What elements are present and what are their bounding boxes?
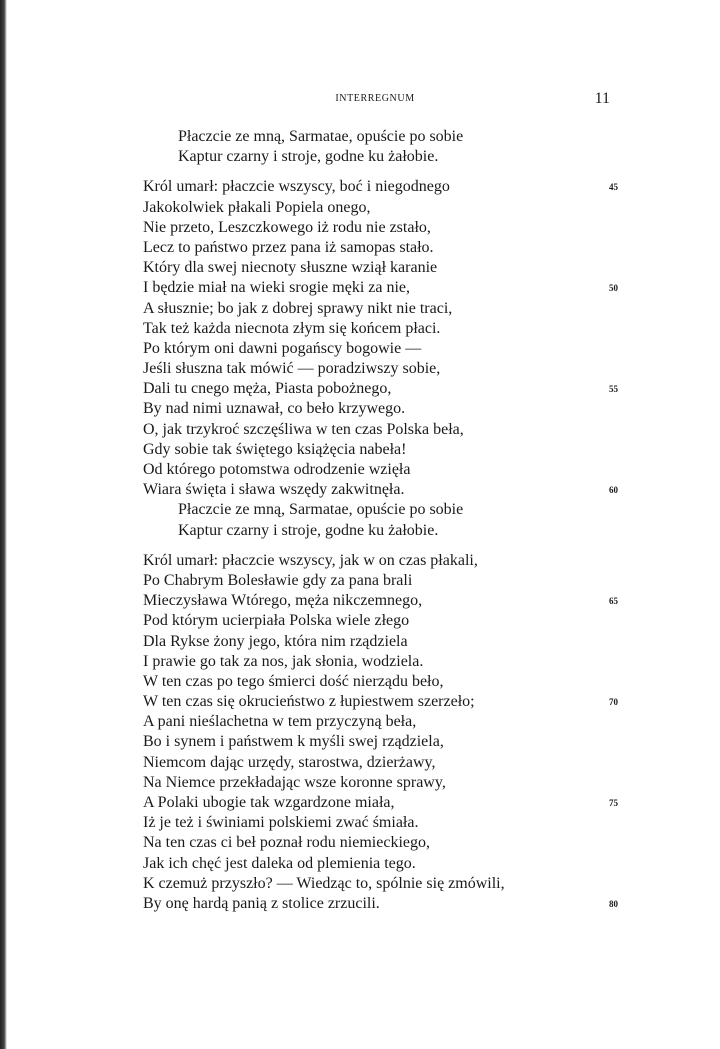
verse-text: Płaczcie ze mną, Sarmatae, opuście po sobie xyxy=(178,501,464,519)
verse-line xyxy=(143,238,618,258)
verse-line xyxy=(143,521,618,541)
poem-text xyxy=(143,127,618,914)
verse-line xyxy=(143,500,618,520)
verse-line xyxy=(143,480,618,500)
verse-line xyxy=(143,571,618,591)
verse-line xyxy=(143,773,618,793)
verse-line xyxy=(143,258,618,278)
verse-line xyxy=(143,147,618,167)
line-number: 75 xyxy=(609,798,618,808)
verse-line xyxy=(143,652,618,672)
verse-text: Jak ich chęć jest daleka od plemienia tego. xyxy=(143,854,416,872)
verse-line xyxy=(143,299,618,319)
verse-text: Dla Rykse żony jego, która nim rządziela xyxy=(143,632,408,650)
verse-line xyxy=(143,218,618,238)
verse-line xyxy=(143,732,618,752)
verse-text: Na ten czas ci beł poznał rodu niemieckiego, xyxy=(143,834,430,852)
verse-line xyxy=(143,359,618,379)
verse-line xyxy=(143,379,618,399)
verse-line xyxy=(143,894,618,914)
verse-line xyxy=(143,319,618,339)
verse-line xyxy=(143,278,618,298)
verse-line xyxy=(143,591,618,611)
verse-text: Który dla swej niecnoty słuszne wziął karanie xyxy=(143,259,438,277)
verse-line xyxy=(143,854,618,874)
verse-text: Król umarł: płaczcie wszyscy, jak w on czas płakali, xyxy=(143,551,478,569)
stanza xyxy=(143,127,618,167)
stanza xyxy=(143,551,618,914)
verse-line xyxy=(143,198,618,218)
verse-text: Wiara święta i sława wszędy zakwitnęła. xyxy=(143,481,405,499)
verse-text: K czemuż przyszło? — Wiedząc to, spólnie się zmówili, xyxy=(143,874,505,892)
line-number: 45 xyxy=(609,182,618,193)
verse-line xyxy=(143,551,618,571)
verse-line xyxy=(143,632,618,652)
verse-line xyxy=(143,874,618,894)
verse-line xyxy=(143,753,618,773)
line-number: 65 xyxy=(609,596,618,607)
verse-line xyxy=(143,440,618,460)
verse-text: A Polaki ubogie tak wzgardzone miała, xyxy=(143,794,395,811)
verse-text: Gdy sobie tak świętego książęcia nabeła! xyxy=(143,440,407,458)
verse-line xyxy=(143,420,618,440)
verse-text: I prawie go tak za nos, jak słonia, wodziela. xyxy=(143,652,424,670)
verse-text: Kaptur czarny i stroje, godne ku żałobie. xyxy=(178,148,439,166)
verse-text: A pani nieślachetna w tem przyczyną beła, xyxy=(143,713,417,731)
verse-text: Nie przeto, Leszczkowego iż rodu nie zstało, xyxy=(143,218,431,236)
verse-text: W ten czas się okrucieństwo z łupiestwem szerzeło; xyxy=(143,693,475,711)
verse-line xyxy=(143,793,618,813)
verse-text: Po którym oni dawni pogańscy bogowie — xyxy=(143,339,422,357)
verse-text: Bo i synem i państwem k myśli swej rządziela, xyxy=(143,733,444,751)
verse-line xyxy=(143,460,618,480)
line-number: 80 xyxy=(609,898,618,909)
verse-text: Lecz to państwo przez pana iż samopas stało. xyxy=(143,238,434,256)
verse-line xyxy=(143,127,618,147)
line-number: 55 xyxy=(609,384,618,395)
verse-text: Od którego potomstwa odrodzenie wzięła xyxy=(143,461,411,478)
verse-text: Po Chabrym Bolesławie gdy za pana brali xyxy=(143,571,413,589)
verse-text: Na Niemce przekładając wsze koronne sprawy, xyxy=(143,773,446,791)
verse-line xyxy=(143,672,618,692)
page-number: 11 xyxy=(594,90,610,107)
verse-line xyxy=(143,399,618,419)
verse-text: By onę hardą panią z stolice zrzucili. xyxy=(143,894,380,912)
running-head xyxy=(140,90,610,110)
verse-line xyxy=(143,611,618,631)
verse-text: Iż je też i świniami polskiemi zwać śmiała. xyxy=(143,814,419,832)
line-number: 60 xyxy=(609,485,618,496)
verse-text: A słusznie; bo jak z dobrej sprawy nikt nie traci, xyxy=(143,299,453,317)
verse-text: Pod którym ucierpiała Polska wiele złego xyxy=(143,612,410,630)
verse-text: Płaczcie ze mną, Sarmatae, opuście po sobie xyxy=(178,128,464,145)
verse-text: Niemcom dając urzędy, starostwa, dzierżawy, xyxy=(143,753,436,771)
verse-line xyxy=(143,339,618,359)
verse-text: Tak też każda niecnota złym się końcem płaci. xyxy=(143,319,441,337)
verse-text: I będzie miał na wieki srogie męki za nie, xyxy=(143,279,411,297)
verse-text: O, jak trzykroć szczęśliwa w ten czas Polska beła, xyxy=(143,420,464,438)
verse-text: Mieczysława Wtórego, męża nikczemnego, xyxy=(143,592,423,610)
running-title: INTERREGNUM xyxy=(335,93,415,104)
verse-line xyxy=(143,833,618,853)
verse-text: Dali tu cnego męża, Piasta pobożnego, xyxy=(143,380,392,398)
page-edge-shadow xyxy=(0,0,7,1049)
stanza xyxy=(143,177,618,540)
line-number: 70 xyxy=(609,697,618,708)
verse-line xyxy=(143,692,618,712)
verse-line xyxy=(143,813,618,833)
verse-text: Król umarł: płaczcie wszyscy, boć i niegodnego xyxy=(143,178,450,196)
verse-text: By nad nimi uznawał, co beło krzywego. xyxy=(143,400,406,418)
verse-line xyxy=(143,177,618,197)
verse-text: Jeśli słuszna tak mówić — poradziwszy sobie, xyxy=(143,360,441,378)
line-number: 50 xyxy=(609,283,618,294)
verse-text: Kaptur czarny i stroje, godne ku żałobie. xyxy=(178,521,439,539)
verse-text: W ten czas po tego śmierci dość nierządu beło, xyxy=(143,672,444,690)
verse-line xyxy=(143,712,618,732)
verse-text: Jakokolwiek płakali Popiela onego, xyxy=(143,198,371,216)
